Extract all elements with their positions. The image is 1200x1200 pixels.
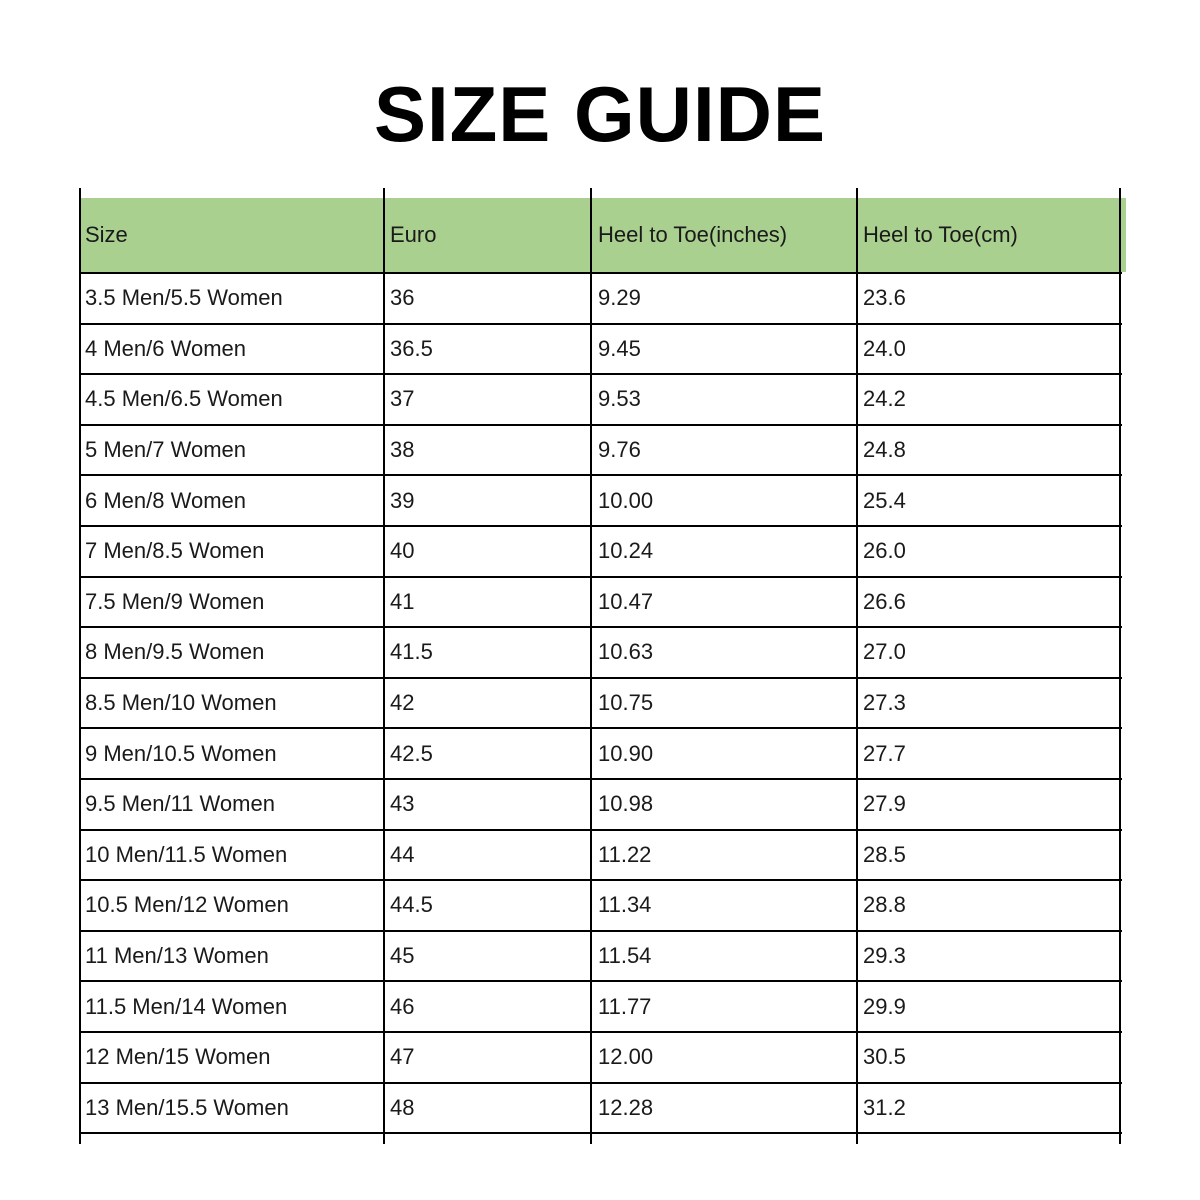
cell-heel-to-toe-inches: 10.75	[592, 678, 857, 729]
cell-size: 4 Men/6 Women	[79, 324, 384, 375]
header-heel-to-toe-cm: Heel to Toe(cm)	[857, 198, 1122, 273]
cell-heel-to-toe-inches: 10.63	[592, 627, 857, 678]
table-row	[79, 526, 1122, 577]
cell-heel-to-toe-inches: 9.53	[592, 374, 857, 425]
cell-heel-to-toe-cm: 27.0	[857, 627, 1122, 678]
cell-heel-to-toe-inches: 10.24	[592, 526, 857, 577]
table-row	[79, 931, 1122, 982]
cell-size: 10.5 Men/12 Women	[79, 880, 384, 931]
cell-heel-to-toe-cm: 28.5	[857, 830, 1122, 881]
cell-euro: 42.5	[384, 728, 592, 779]
size-table-container	[79, 188, 1122, 1144]
grid-line-vertical	[383, 188, 385, 1144]
table-row	[79, 728, 1122, 779]
table-row	[79, 475, 1122, 526]
cell-euro: 42	[384, 678, 592, 729]
cell-heel-to-toe-cm: 24.2	[857, 374, 1122, 425]
cell-euro: 41.5	[384, 627, 592, 678]
cell-size: 9 Men/10.5 Women	[79, 728, 384, 779]
cell-euro: 40	[384, 526, 592, 577]
cell-size: 8.5 Men/10 Women	[79, 678, 384, 729]
grid-line-vertical	[79, 188, 81, 1144]
cell-heel-to-toe-inches: 12.00	[592, 1032, 857, 1083]
cell-heel-to-toe-inches: 11.54	[592, 931, 857, 982]
cell-size: 13 Men/15.5 Women	[79, 1083, 384, 1134]
cell-size: 12 Men/15 Women	[79, 1032, 384, 1083]
table-row	[79, 1032, 1122, 1083]
header-heel-to-toe-inches: Heel to Toe(inches)	[592, 198, 857, 273]
cell-euro: 45	[384, 931, 592, 982]
header-row	[79, 198, 1122, 273]
cell-heel-to-toe-inches: 9.45	[592, 324, 857, 375]
cell-euro: 44.5	[384, 880, 592, 931]
header-euro: Euro	[384, 198, 592, 273]
cell-euro: 47	[384, 1032, 592, 1083]
cell-euro: 43	[384, 779, 592, 830]
cell-heel-to-toe-cm: 27.9	[857, 779, 1122, 830]
cell-heel-to-toe-cm: 26.0	[857, 526, 1122, 577]
table-row	[79, 273, 1122, 324]
table-row	[79, 324, 1122, 375]
cell-heel-to-toe-cm: 28.8	[857, 880, 1122, 931]
cell-heel-to-toe-inches: 11.34	[592, 880, 857, 931]
cell-heel-to-toe-cm: 27.3	[857, 678, 1122, 729]
cell-heel-to-toe-cm: 23.6	[857, 273, 1122, 324]
table-row	[79, 1083, 1122, 1134]
table-row	[79, 374, 1122, 425]
cell-heel-to-toe-inches: 10.90	[592, 728, 857, 779]
cell-euro: 44	[384, 830, 592, 881]
cell-size: 5 Men/7 Women	[79, 425, 384, 476]
table-row	[79, 830, 1122, 881]
cell-size: 7 Men/8.5 Women	[79, 526, 384, 577]
table-body	[79, 273, 1122, 1133]
cell-heel-to-toe-inches: 10.47	[592, 577, 857, 628]
cell-euro: 36.5	[384, 324, 592, 375]
cell-heel-to-toe-inches: 11.22	[592, 830, 857, 881]
cell-heel-to-toe-inches: 12.28	[592, 1083, 857, 1134]
cell-heel-to-toe-cm: 24.0	[857, 324, 1122, 375]
cell-euro: 37	[384, 374, 592, 425]
cell-size: 10 Men/11.5 Women	[79, 830, 384, 881]
cell-euro: 36	[384, 273, 592, 324]
cell-heel-to-toe-cm: 30.5	[857, 1032, 1122, 1083]
cell-size: 8 Men/9.5 Women	[79, 627, 384, 678]
table-row	[79, 425, 1122, 476]
cell-size: 11 Men/13 Women	[79, 931, 384, 982]
cell-euro: 38	[384, 425, 592, 476]
cell-euro: 46	[384, 981, 592, 1032]
cell-heel-to-toe-cm: 27.7	[857, 728, 1122, 779]
cell-heel-to-toe-cm: 29.3	[857, 931, 1122, 982]
cell-heel-to-toe-inches: 11.77	[592, 981, 857, 1032]
grid-line-vertical	[856, 188, 858, 1144]
cell-heel-to-toe-cm: 31.2	[857, 1083, 1122, 1134]
cell-size: 7.5 Men/9 Women	[79, 577, 384, 628]
page-title: SIZE GUIDE	[373, 70, 827, 158]
table-row	[79, 779, 1122, 830]
cell-size: 11.5 Men/14 Women	[79, 981, 384, 1032]
cell-heel-to-toe-cm: 26.6	[857, 577, 1122, 628]
table-row	[79, 577, 1122, 628]
cell-heel-to-toe-cm: 29.9	[857, 981, 1122, 1032]
cell-heel-to-toe-cm: 25.4	[857, 475, 1122, 526]
grid-line-vertical	[590, 188, 592, 1144]
cell-size: 3.5 Men/5.5 Women	[79, 273, 384, 324]
cell-size: 9.5 Men/11 Women	[79, 779, 384, 830]
table-row	[79, 981, 1122, 1032]
cell-heel-to-toe-inches: 10.98	[592, 779, 857, 830]
cell-heel-to-toe-inches: 9.76	[592, 425, 857, 476]
table-row	[79, 678, 1122, 729]
cell-heel-to-toe-inches: 10.00	[592, 475, 857, 526]
grid-line-vertical	[1119, 188, 1121, 1144]
cell-euro: 41	[384, 577, 592, 628]
cell-euro: 39	[384, 475, 592, 526]
cell-size: 4.5 Men/6.5 Women	[79, 374, 384, 425]
header-size: Size	[79, 198, 384, 273]
cell-heel-to-toe-cm: 24.8	[857, 425, 1122, 476]
cell-size: 6 Men/8 Women	[79, 475, 384, 526]
table-row	[79, 880, 1122, 931]
table-row	[79, 627, 1122, 678]
size-table	[79, 198, 1122, 1134]
cell-heel-to-toe-inches: 9.29	[592, 273, 857, 324]
cell-euro: 48	[384, 1083, 592, 1134]
